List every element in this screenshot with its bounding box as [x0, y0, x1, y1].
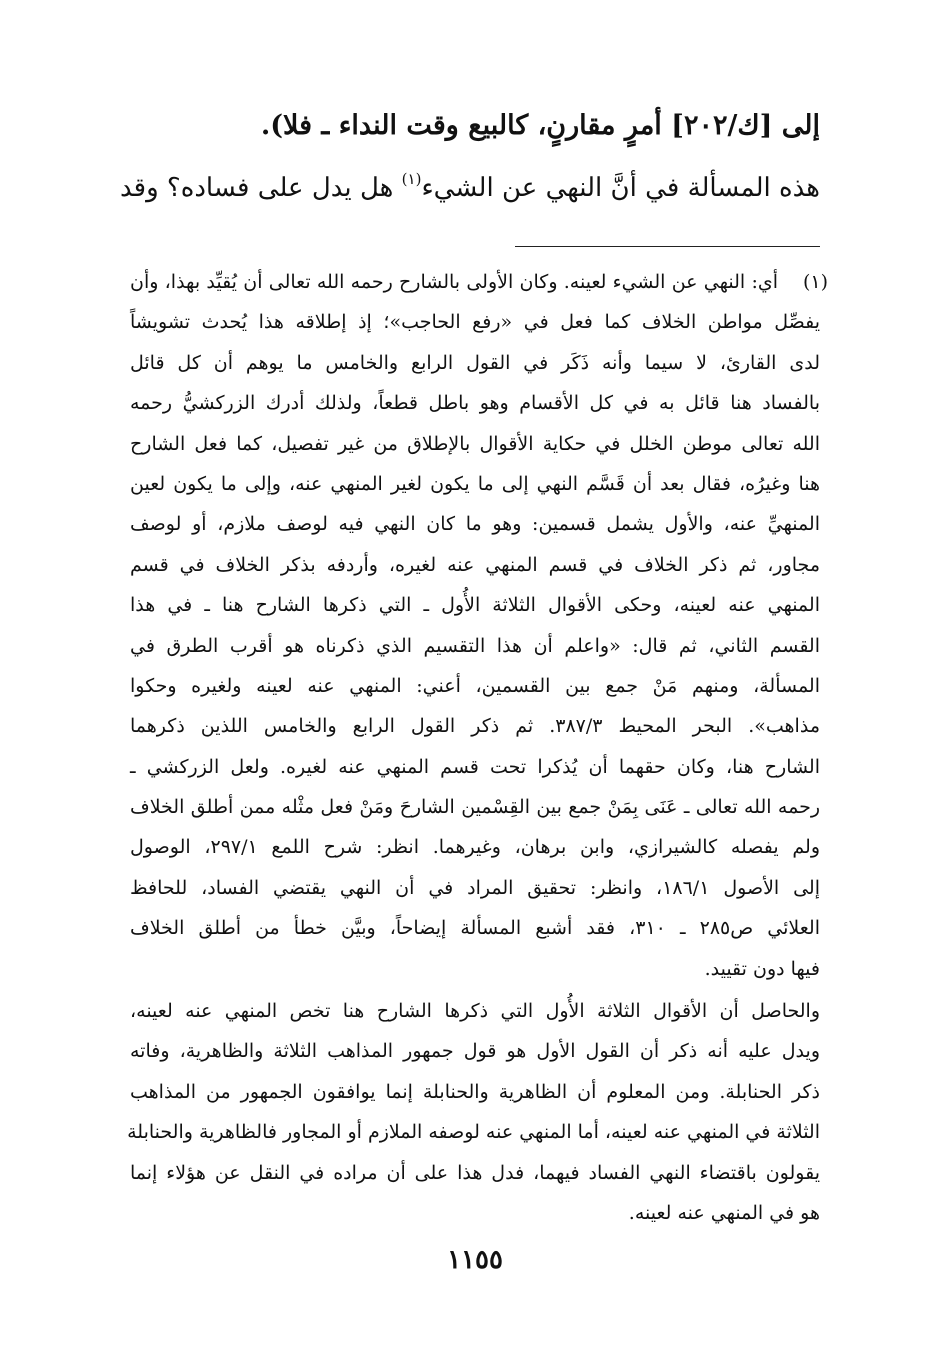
footnote-line: فيها دون تقييد. — [704, 957, 820, 980]
footnote-line: والحاصل أن الأقوال الثلاثة الأُول التي ذكرها الشارح هنا تخص المنهي عنه لعينه، — [130, 1000, 820, 1023]
footnotes — [127, 262, 828, 1233]
footnote-reference: (١) — [401, 170, 422, 188]
footnote-line: الثلاثة في المنهي عنه لعينه، أما المنهي عنه لوصفه الملازم أو المجاور فالظاهرية والحنابلة — [127, 1121, 820, 1144]
footnote-line: الله تعالى موطن الخلل في حكاية الأقوال بالإطلاق من غير تفصيل، كما فعل الشارح — [130, 432, 820, 455]
footnote-line: أي: النهي عن الشيء لعينه. وكان الأولى بالشارح رحمه الله تعالى أن يُقيِّد بهذا، وأن — [130, 271, 778, 293]
footnote-line: يقولون باقتضاء النهي الفساد فيهما، فدل هذا على أن مراده في النقل عن هؤلاء إنما — [130, 1161, 820, 1184]
footnote-line: المنهي عنه لعينه، وحكى الأقوال الثلاثة الأُول ـ التي ذكرها الشارح هنا ـ في هذا — [130, 594, 820, 617]
footnote-line: العلائي ص٢٨٥ ـ ٣١٠، فقد أشبع المسألة إيضاحاً، وبيَّن خطأ من أطلق الخلاف — [130, 917, 820, 940]
footnote-line: القسم الثاني، ثم قال: «واعلم أن هذا التقسيم الذي ذكرناه هو أقرب الطرق في — [130, 634, 820, 657]
footnote-line: إلى الأصول ١٨٦/١، وانظر: تحقيق المراد في أن النهي يقتضي الفساد، للحافظ — [130, 876, 820, 899]
footnote-separator — [515, 246, 820, 247]
footnote-line: مجاور، ثم ذكر الخلاف في قسم المنهي عنه لغيره، وأردفه بذكر الخلاف في قسم — [130, 553, 820, 576]
footnote-continuation — [127, 991, 820, 1233]
footnote-line: ذكر الحنابلة. ومن المعلوم أن الظاهرية والحنابلة إنما يوافقون الجمهور من المذاهب — [130, 1080, 820, 1103]
footnote-line: المسألة، ومنهم مَنْ جمع بين القسمين، أعني: المنهي عنه لعينه ولغيره وحكوا — [130, 674, 820, 697]
main-text — [120, 96, 820, 216]
footnote-line: بالفساد هنا قائل به في كل الأقسام وهو باطل قطعاً، ولذلك أدرك الزركشيُّ رحمه — [130, 392, 820, 415]
footnote-line: رحمه الله تعالى ـ عَنَى بِمَنْ جمع بين القِسْمين الشارحَ ومَنْ فعل مثْله ممن أطلق الخلاف — [130, 796, 820, 819]
main-text-line-1: إلى [ك/٢٠٢] أمرٍ مقارنٍ، كالبيع وقت النداء ـ فلا). — [260, 110, 820, 141]
main-text-line-2 — [120, 160, 820, 216]
footnote-line: هنا وغيرُه، فقال بعد أن قَسَّم النهي إلى ما يكون لغير المنهي عنه، وإلى ما يكون لعين — [130, 472, 820, 495]
footnote-line: مذاهب». البحر المحيط ٣٨٧/٣. ثم ذكر القول الرابع والخامس اللذين ذكرهما — [130, 715, 820, 738]
page-number: ١١٥٥ — [447, 1245, 503, 1275]
main-text-line-2-start: هذه المسألة في أنَّ النهي عن الشيء — [421, 173, 821, 203]
footnote-line: ولم يفصله كالشيرازي، وابن برهان، وغيرهما. انظر: شرح اللمع ٢٩٧/١، الوصول — [130, 836, 820, 859]
footnote-line: هو في المنهي عنه لعينه. — [628, 1201, 820, 1224]
footnote-1 — [130, 262, 828, 989]
footnote-line: الشارح هنا، وكان حقهما أن يُذكرا تحت قسم المنهي عنه لغيره. ولعل الزركشي ـ — [130, 755, 820, 778]
footnote-line: المنهيِّ عنه، والأول يشمل قسمين: وهو ما كان النهي فيه لوصف ملازم، أو لوصف — [130, 513, 820, 536]
footnote-line: يفصِّل مواطن الخلاف كما فعل في «رفع الحاجب»؛ إذ إطلاقه هذا يُحدث تشويشاً — [130, 311, 820, 334]
footnote-marker: (١) — [802, 271, 828, 293]
main-text-line-2-end: هل يدل على فساده؟ وقد — [120, 173, 402, 203]
footnote-line: ويدل عليه أنه ذكر أن القول الأول هو قول جمهور المذاهب الثلاثة والظاهرية، وفاته — [130, 1040, 820, 1063]
footnote-line: لدى القارئ، لا سيما وأنه ذَكَر في القول الرابع والخامس ما يوهم أن كل قائل — [130, 351, 820, 374]
